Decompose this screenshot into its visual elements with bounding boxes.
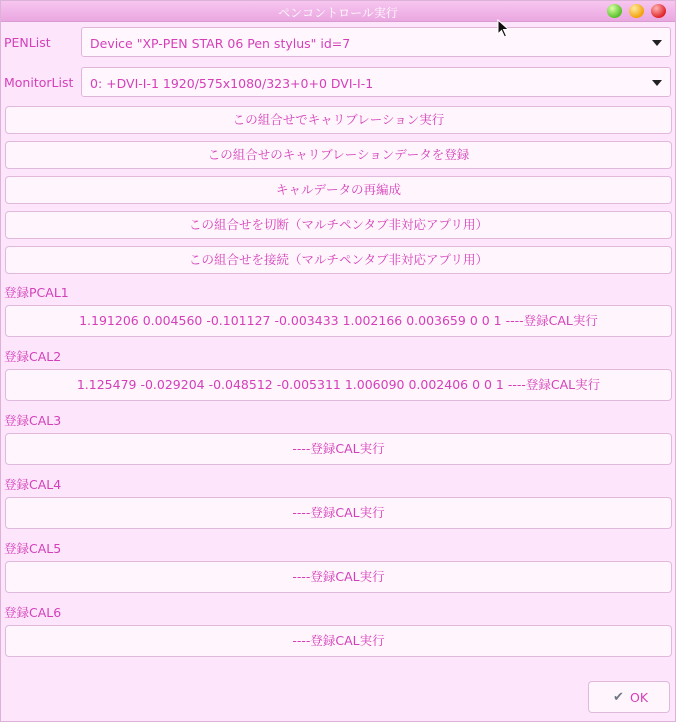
rebuild-cal-data-button[interactable]: キャルデータの再編成: [5, 176, 672, 204]
monitor-list-combobox[interactable]: [81, 67, 671, 97]
mouse-pointer-icon: [497, 19, 511, 39]
pen-list-label: PENList: [4, 35, 51, 50]
run-calibration-button[interactable]: この組合せでキャリブレーション実行: [5, 106, 672, 134]
maximize-button[interactable]: [607, 4, 622, 18]
register-calibration-button[interactable]: この組合せのキャリブレーションデータを登録: [5, 141, 672, 169]
monitor-list-value: 0: +DVI-I-1 1920/575x1080/323+0+0 DVI-I-1: [90, 76, 374, 91]
cal-label-4: 登録CAL4: [4, 477, 62, 492]
cal-label-1: 登録PCAL1: [4, 285, 69, 300]
pen-list-value: Device "XP-PEN STAR 06 Pen stylus" id=7: [90, 36, 351, 51]
chevron-down-icon: [652, 80, 662, 86]
cal-label-5: 登録CAL5: [4, 541, 62, 556]
run-cal-button-4[interactable]: ----登録CAL実行: [5, 497, 672, 529]
close-button[interactable]: [651, 4, 666, 18]
chevron-down-icon: [652, 40, 662, 46]
run-cal-button-2[interactable]: 1.125479 -0.029204 -0.048512 -0.005311 1.006090 0.002406 0 0 1 ----登録CAL実行: [5, 369, 672, 401]
cal-label-6: 登録CAL6: [4, 605, 62, 620]
title-bar[interactable]: [1, 1, 675, 22]
checkmark-icon: ✔: [613, 690, 624, 705]
window-title: ペンコントロール実行: [278, 6, 398, 20]
monitor-list-label: MonitorList: [4, 75, 74, 90]
run-cal-button-5[interactable]: ----登録CAL実行: [5, 561, 672, 593]
run-cal-button-6[interactable]: ----登録CAL実行: [5, 625, 672, 657]
run-cal-button-1[interactable]: 1.191206 0.004560 -0.101127 -0.003433 1.002166 0.003659 0 0 1 ----登録CAL実行: [5, 305, 672, 337]
cal-label-3: 登録CAL3: [4, 413, 62, 428]
ok-button[interactable]: [588, 681, 670, 713]
connect-combination-button[interactable]: この組合せを接続（マルチペンタブ非対応アプリ用）: [5, 246, 672, 274]
ok-label: OK: [630, 690, 649, 705]
pen-list-combobox[interactable]: [81, 27, 671, 57]
minimize-button[interactable]: [629, 4, 644, 18]
cal-label-2: 登録CAL2: [4, 349, 62, 364]
run-cal-button-3[interactable]: ----登録CAL実行: [5, 433, 672, 465]
disconnect-combination-button[interactable]: この組合せを切断（マルチペンタブ非対応アプリ用）: [5, 211, 672, 239]
